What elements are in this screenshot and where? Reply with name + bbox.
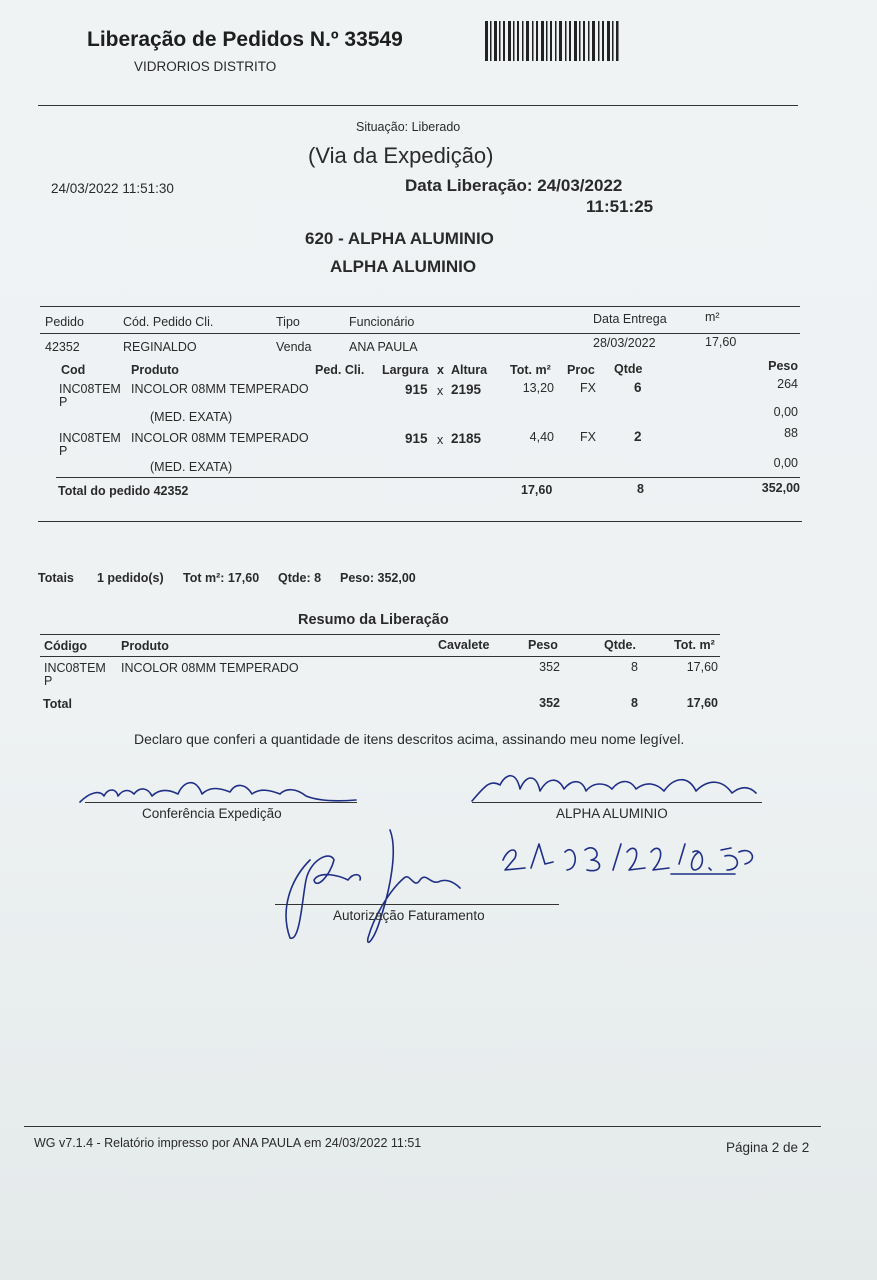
resumo-total-peso: 352	[539, 696, 560, 710]
resumo-row-tot-m2: 17,60	[686, 660, 718, 674]
resumo-col-qtde: Qtde.	[604, 638, 636, 652]
totals-peso: Peso: 352,00	[340, 571, 416, 585]
resumo-row-cod-suffix: P	[44, 674, 53, 688]
item-1-altura: 2195	[451, 382, 482, 397]
company-name: VIDRORIOS DISTRITO	[134, 59, 277, 74]
order-top-line	[40, 306, 800, 307]
signature-conferencia	[70, 770, 370, 810]
handwritten-date	[495, 830, 770, 878]
order-header-line	[40, 333, 800, 334]
items-col-ped-cli: Ped. Cli.	[315, 363, 365, 377]
order-bottom-line	[38, 521, 802, 522]
footer-page-number: Página 2 de 2	[726, 1140, 810, 1155]
situation-status: Situação: Liberado	[356, 120, 461, 134]
signature-autorizacao	[270, 820, 480, 950]
item-2-produto: INCOLOR 08MM TEMPERADO	[131, 431, 309, 445]
item-1-proc: FX	[580, 381, 596, 395]
items-col-tot-m2: Tot. m²	[510, 363, 551, 377]
item-1-produto: INCOLOR 08MM TEMPERADO	[131, 382, 309, 396]
order-funcionario: ANA PAULA	[349, 340, 418, 354]
items-col-qtde: Qtde	[614, 362, 643, 376]
item-2-cod: INC08TEM	[59, 431, 121, 445]
order-cod-pedido-cli: REGINALDO	[123, 340, 197, 354]
order-m2: 17,60	[705, 335, 737, 349]
item-1-tot-m2: 13,20	[522, 381, 554, 395]
resumo-total-label: Total	[43, 697, 72, 711]
resumo-row-produto: INCOLOR 08MM TEMPERADO	[121, 661, 299, 675]
items-col-largura: Largura	[382, 363, 429, 377]
footer-line	[24, 1126, 821, 1127]
cliente-line	[472, 802, 762, 803]
barcode-icon	[485, 21, 620, 63]
resumo-row-cod: INC08TEM	[44, 661, 106, 675]
resumo-title: Resumo da Liberação	[298, 612, 449, 628]
items-col-altura: Altura	[451, 363, 488, 377]
items-col-produto: Produto	[131, 363, 179, 377]
items-col-proc: Proc	[567, 363, 595, 377]
col-pedido: Pedido	[45, 315, 84, 329]
via-label: (Via da Expedição)	[308, 143, 494, 168]
item-2-obs: (MED. EXATA)	[150, 460, 233, 474]
order-total-m2: 17,60	[521, 483, 553, 497]
resumo-col-cavalete: Cavalete	[438, 638, 490, 652]
item-1-cod: INC08TEM	[59, 382, 121, 396]
items-col-x: x	[437, 363, 444, 377]
item-1-cod-suffix: P	[59, 395, 68, 409]
signature-cliente	[460, 765, 770, 810]
resumo-header-line	[40, 656, 720, 657]
item-1-largura: 915	[405, 382, 428, 397]
resumo-col-tot-m2: Tot. m²	[674, 638, 715, 652]
item-2-x: x	[437, 433, 444, 447]
item-1-peso: 264	[777, 377, 798, 391]
resumo-col-codigo: Código	[44, 639, 88, 653]
order-total-peso: 352,00	[761, 481, 800, 495]
conferencia-label: Conferência Expedição	[142, 806, 282, 821]
resumo-total-tot-m2: 17,60	[686, 696, 718, 710]
item-2-proc: FX	[580, 430, 596, 444]
cliente-label: ALPHA ALUMINIO	[556, 806, 668, 821]
order-pedido: 42352	[45, 340, 80, 354]
footer-report-info: WG v7.1.4 - Relatório impresso por ANA PAULA em 24/03/2022 11:51	[34, 1136, 422, 1150]
declaration-text: Declaro que conferi a quantidade de itens descritos acima, assinando meu nome legível.	[134, 731, 685, 747]
resumo-top-line	[40, 634, 720, 635]
order-total-line	[56, 477, 800, 478]
release-date: Data Liberação: 24/03/2022	[405, 176, 623, 195]
client-name: ALPHA ALUMINIO	[330, 257, 477, 276]
resumo-col-peso: Peso	[528, 638, 558, 652]
col-funcionario: Funcionário	[349, 315, 415, 329]
release-time: 11:51:25	[586, 197, 654, 216]
item-2-obs-peso: 0,00	[773, 456, 798, 470]
item-1-x: x	[437, 384, 444, 398]
totals-label: Totais	[38, 571, 74, 585]
order-total-qtde: 8	[637, 482, 644, 496]
item-1-obs: (MED. EXATA)	[150, 410, 233, 424]
item-2-cod-suffix: P	[59, 444, 68, 458]
totals-tot-m2: Tot m²: 17,60	[183, 571, 260, 585]
order-data-entrega: 28/03/2022	[593, 336, 656, 350]
order-tipo: Venda	[276, 340, 312, 354]
resumo-total-qtde: 8	[631, 696, 638, 710]
order-total-label: Total do pedido 42352	[58, 484, 189, 498]
items-col-peso: Peso	[768, 359, 798, 373]
items-col-cod: Cod	[61, 363, 86, 377]
col-m2: m²	[705, 310, 720, 324]
col-cod-pedido-cli: Cód. Pedido Cli.	[123, 315, 214, 329]
header-divider	[38, 105, 798, 106]
col-data-entrega: Data Entrega	[593, 312, 667, 326]
autorizacao-label: Autorização Faturamento	[333, 908, 485, 923]
totals-pedidos: 1 pedido(s)	[97, 571, 164, 585]
resumo-row-peso: 352	[539, 660, 560, 674]
col-tipo: Tipo	[276, 315, 300, 329]
totals-qtde: Qtde: 8	[278, 571, 322, 585]
document-title: Liberação de Pedidos N.º 33549	[87, 28, 403, 51]
item-2-tot-m2: 4,40	[529, 430, 554, 444]
item-2-altura: 2185	[451, 431, 482, 446]
item-2-largura: 915	[405, 431, 428, 446]
item-2-qtde: 2	[634, 429, 642, 444]
item-2-peso: 88	[784, 426, 798, 440]
item-1-qtde: 6	[634, 380, 642, 395]
resumo-col-produto: Produto	[121, 639, 169, 653]
printed-timestamp: 24/03/2022 11:51:30	[51, 181, 174, 196]
client-code-name: 620 - ALPHA ALUMINIO	[305, 229, 494, 248]
autorizacao-line	[275, 904, 559, 905]
resumo-row-qtde: 8	[631, 660, 638, 674]
item-1-obs-peso: 0,00	[773, 405, 798, 419]
conferencia-line	[85, 802, 357, 803]
